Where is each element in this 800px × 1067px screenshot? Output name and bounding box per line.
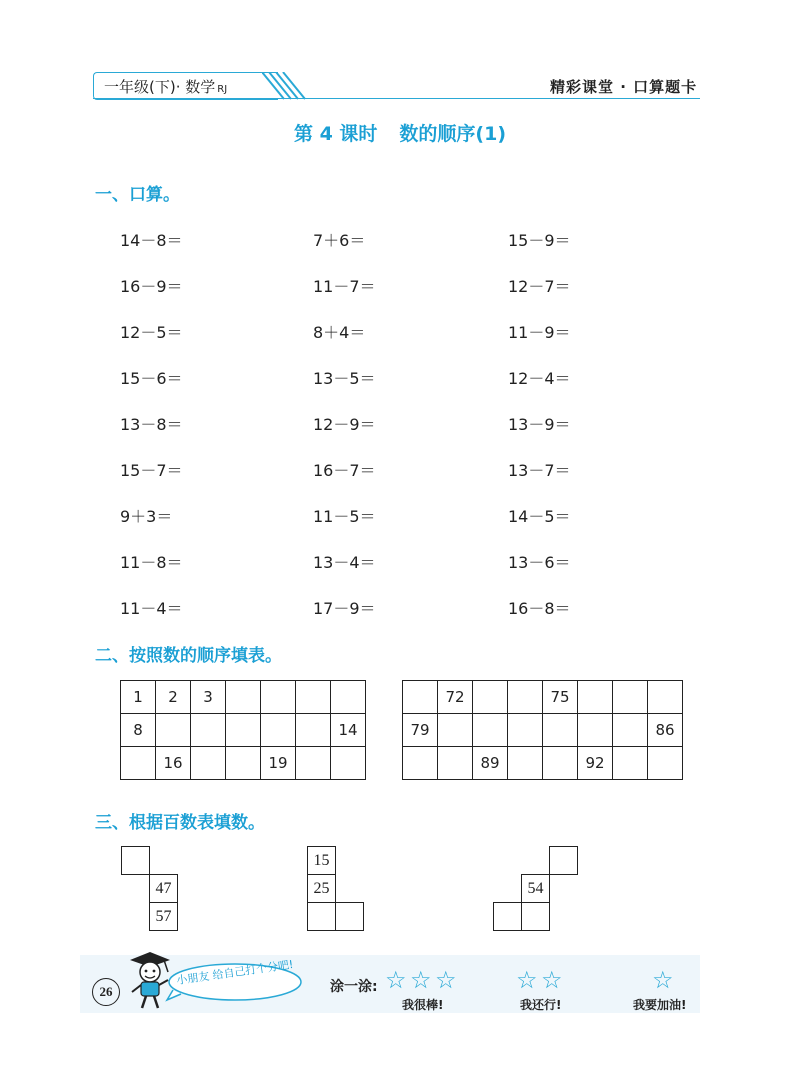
table-cell[interactable] — [613, 714, 648, 747]
star-icon[interactable]: ☆ — [385, 966, 407, 994]
math-problem: 13－4＝ — [313, 553, 376, 572]
table-cell[interactable]: 1 — [121, 681, 156, 714]
section-1-heading: 一、口算。 — [95, 185, 180, 205]
math-problem: 9＋3＝ — [120, 507, 173, 526]
math-problem: 11－4＝ — [120, 599, 183, 618]
table-cell[interactable] — [648, 747, 683, 780]
table-cell[interactable] — [296, 681, 331, 714]
math-problem: 14－8＝ — [120, 231, 183, 250]
table-cell[interactable]: 14 — [331, 714, 366, 747]
table-cell[interactable] — [226, 714, 261, 747]
page-title — [0, 119, 800, 146]
table-cell[interactable] — [648, 681, 683, 714]
table-cell[interactable] — [613, 747, 648, 780]
hundred-chart-cell[interactable] — [549, 846, 578, 875]
table-cell[interactable] — [543, 747, 578, 780]
math-problem: 11－7＝ — [313, 277, 376, 296]
math-problem: 13－9＝ — [508, 415, 571, 434]
table-cell[interactable] — [438, 714, 473, 747]
paint-label: 涂一涂: — [330, 979, 378, 995]
math-problem: 17－9＝ — [313, 599, 376, 618]
hundred-chart-cell[interactable]: 47 — [149, 874, 178, 903]
math-problem: 14－5＝ — [508, 507, 571, 526]
star-icon[interactable]: ☆ — [410, 966, 432, 994]
table-cell[interactable]: 75 — [543, 681, 578, 714]
table-cell[interactable]: 2 — [156, 681, 191, 714]
header-rule — [93, 98, 700, 99]
page-number: 26 — [92, 978, 120, 1006]
math-problem: 16－9＝ — [120, 277, 183, 296]
math-problem: 12－5＝ — [120, 323, 183, 342]
hundred-chart-cell[interactable] — [335, 902, 364, 931]
table-cell[interactable] — [226, 681, 261, 714]
math-problem: 11－9＝ — [508, 323, 571, 342]
hundred-chart-cell[interactable] — [521, 902, 550, 931]
rating-try-label: 我要加油! — [633, 998, 687, 1012]
hundred-chart-cell[interactable]: 54 — [521, 874, 550, 903]
math-problem: 13－8＝ — [120, 415, 183, 434]
math-problem: 13－6＝ — [508, 553, 571, 572]
lesson-topic: 数的顺序(1) — [399, 123, 507, 145]
table-cell[interactable]: 89 — [473, 747, 508, 780]
table-cell[interactable] — [331, 681, 366, 714]
star-icon[interactable]: ☆ — [516, 966, 538, 994]
table-cell[interactable] — [331, 747, 366, 780]
table-cell[interactable]: 19 — [261, 747, 296, 780]
table-cell[interactable]: 92 — [578, 747, 613, 780]
table-cell[interactable] — [261, 681, 296, 714]
number-table-right — [402, 680, 683, 780]
lesson-number: 第 4 课时 — [293, 123, 378, 145]
table-cell[interactable] — [261, 714, 296, 747]
series-title: 精彩课堂 · 口算题卡 — [550, 78, 698, 96]
math-problem: 12－4＝ — [508, 369, 571, 388]
table-cell[interactable] — [543, 714, 578, 747]
book-title: 一年级(下)· 数学 RJ — [104, 78, 228, 96]
rating-great-label: 我很棒! — [402, 998, 444, 1012]
hundred-chart-cell[interactable] — [493, 902, 522, 931]
table-cell[interactable] — [296, 714, 331, 747]
star-icon[interactable]: ☆ — [652, 966, 674, 994]
table-cell[interactable] — [473, 714, 508, 747]
table-cell[interactable]: 16 — [156, 747, 191, 780]
math-problem: 15－9＝ — [508, 231, 571, 250]
hundred-chart-cell[interactable] — [307, 902, 336, 931]
hundred-chart-cell[interactable]: 15 — [307, 846, 336, 875]
hundred-chart-cell[interactable] — [121, 846, 150, 875]
star-icon[interactable]: ☆ — [435, 966, 457, 994]
table-cell[interactable] — [403, 747, 438, 780]
math-problem: 8＋4＝ — [313, 323, 366, 342]
table-cell[interactable] — [578, 714, 613, 747]
table-cell[interactable]: 86 — [648, 714, 683, 747]
table-cell[interactable] — [191, 747, 226, 780]
table-cell[interactable] — [473, 681, 508, 714]
math-problem: 15－7＝ — [120, 461, 183, 480]
table-cell[interactable] — [156, 714, 191, 747]
rating-ok-label: 我还行! — [520, 998, 562, 1012]
table-cell[interactable] — [508, 714, 543, 747]
section-3-heading: 三、根据百数表填数。 — [95, 813, 265, 833]
math-problem: 12－7＝ — [508, 277, 571, 296]
math-problem: 12－9＝ — [313, 415, 376, 434]
math-problem: 13－7＝ — [508, 461, 571, 480]
hundred-chart-cell[interactable]: 25 — [307, 874, 336, 903]
table-cell[interactable] — [191, 714, 226, 747]
table-cell[interactable] — [508, 681, 543, 714]
table-cell[interactable] — [613, 681, 648, 714]
table-cell[interactable] — [508, 747, 543, 780]
math-problem: 13－5＝ — [313, 369, 376, 388]
speech-bubble-text: 小朋友 给自己打个分吧! — [175, 957, 295, 988]
table-cell[interactable] — [438, 747, 473, 780]
table-cell[interactable] — [121, 747, 156, 780]
table-cell[interactable]: 8 — [121, 714, 156, 747]
math-problem: 11－8＝ — [120, 553, 183, 572]
number-table-left — [120, 680, 366, 780]
math-problem: 7＋6＝ — [313, 231, 366, 250]
table-cell[interactable] — [578, 681, 613, 714]
header-stripes — [262, 72, 310, 100]
math-problem: 15－6＝ — [120, 369, 183, 388]
table-cell[interactable] — [296, 747, 331, 780]
math-problem: 16－8＝ — [508, 599, 571, 618]
table-cell[interactable] — [403, 681, 438, 714]
table-cell[interactable]: 79 — [403, 714, 438, 747]
table-cell[interactable] — [226, 747, 261, 780]
table-cell[interactable]: 3 — [191, 681, 226, 714]
math-problem: 11－5＝ — [313, 507, 376, 526]
hundred-chart-cell[interactable]: 57 — [149, 902, 178, 931]
math-problem: 16－7＝ — [313, 461, 376, 480]
star-icon[interactable]: ☆ — [541, 966, 563, 994]
table-cell[interactable]: 72 — [438, 681, 473, 714]
section-2-heading: 二、按照数的顺序填表。 — [95, 646, 282, 666]
